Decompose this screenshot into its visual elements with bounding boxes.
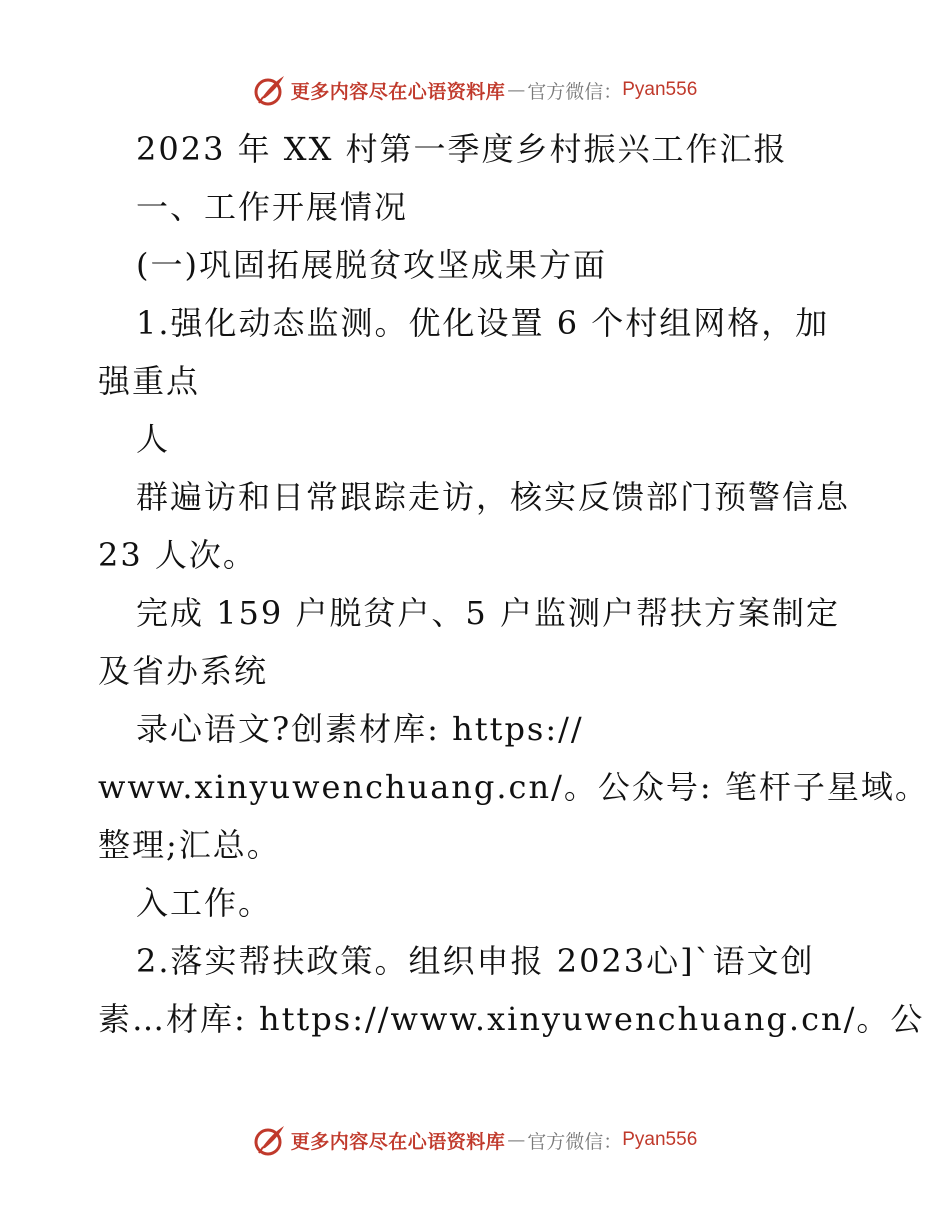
banner-wechat-label: 官方微信： [527,80,623,103]
banner-text: 更多内容尽在心语资料库 [290,1130,506,1153]
banner-wechat-id: Pyan556 [622,1129,698,1150]
section-heading: 一、工作开展情况 [136,188,409,226]
paragraph-line: 整理;汇总。 [98,826,281,864]
document-body [98,120,929,1048]
banner-wechat-label: 官方微信： [527,1130,623,1153]
banner-dash: — [507,1129,526,1151]
quill-pen-logo-icon [253,1123,287,1157]
paragraph-line: 强重点 [98,362,201,400]
paragraph-line: 2.落实帮扶政策。组织申报 2023心]`语文创 [136,942,815,980]
paragraph-line: 录心语文?创素材库: https:// [136,710,584,748]
paragraph-line: 23 人次。 [98,536,257,574]
paragraph-line: 素…材库: https://www.xinyuwenchuang.cn/。公 [98,1000,925,1038]
paragraph-line: 入工作。 [136,884,273,922]
header-banner [0,70,950,110]
banner-dash: — [507,79,526,101]
banner-text: 更多内容尽在心语资料库 [290,80,506,103]
paragraph-line: 1.强化动态监测。优化设置 6 个村组网格，加 [136,304,830,342]
banner-wechat-id: Pyan556 [622,79,698,100]
paragraph-line: 群遍访和日常跟踪走访，核实反馈部门预警信息 [136,478,851,516]
footer-banner [0,1120,950,1160]
paragraph-line: 及省办系统 [98,652,269,690]
subsection-heading: (一)巩固拓展脱贫攻坚成果方面 [136,246,607,284]
paragraph-line: www.xinyuwenchuang.cn/。公众号: 笔杆子星域。 [98,768,929,806]
paragraph-line: 完成 159 户脱贫户、5 户监测户帮扶方案制定 [136,594,840,632]
paragraph-line: 人 [136,420,171,458]
document-title: 2023 年 XX 村第一季度乡村振兴工作汇报 [136,130,788,168]
quill-pen-logo-icon [253,73,287,107]
